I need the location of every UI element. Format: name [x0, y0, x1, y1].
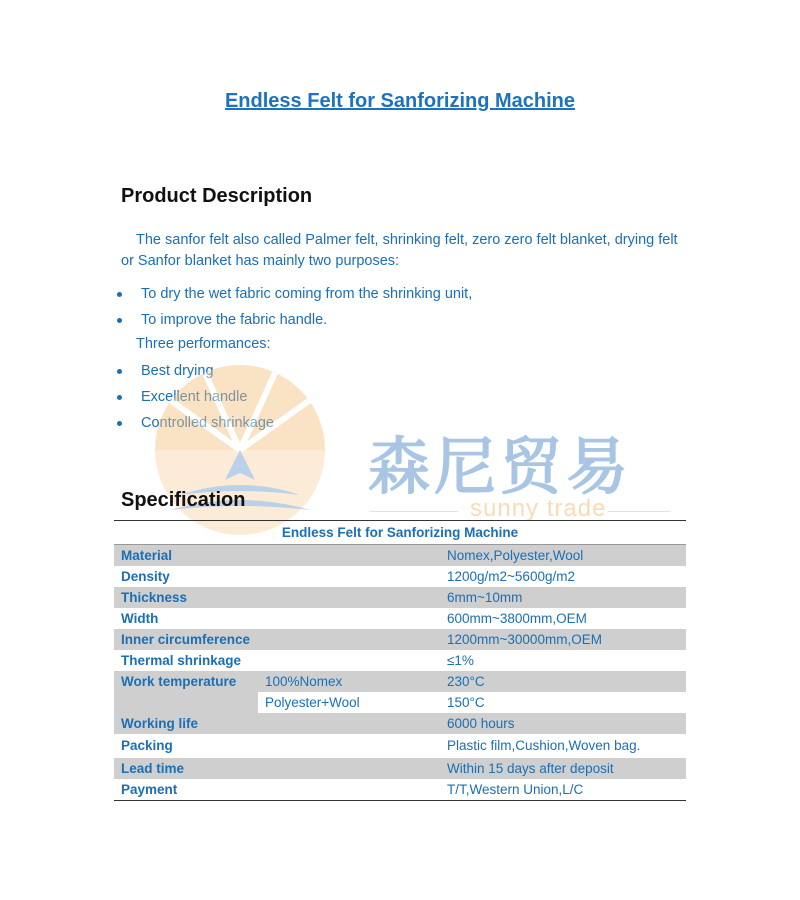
- document-title[interactable]: Endless Felt for Sanforizing Machine: [224, 90, 576, 112]
- performances-list: [115, 358, 274, 436]
- row-value: 1200mm~30000mm,OEM: [440, 629, 686, 650]
- list-item: Excellent handle: [115, 384, 274, 410]
- table-caption-row: [114, 521, 686, 545]
- row-value: 1200g/m2~5600g/m2: [447, 569, 575, 584]
- row-value: 230°C: [440, 671, 686, 692]
- list-item: To improve the fabric handle.: [115, 307, 472, 333]
- row-value: Nomex,Polyester,Wool: [440, 545, 686, 567]
- table-row: [114, 650, 686, 671]
- table-row: [114, 566, 686, 587]
- watermark-rule-right: [608, 511, 670, 512]
- table-row: [114, 692, 686, 713]
- row-value: 6mm~10mm: [440, 587, 686, 608]
- row-label: Thickness: [114, 587, 440, 608]
- table-row: [114, 758, 686, 779]
- row-label: [114, 692, 258, 713]
- row-label: Inner circumference: [114, 629, 440, 650]
- table-caption: Endless Felt for Sanforizing Machine: [114, 521, 686, 545]
- row-value: Within 15 days after deposit: [440, 758, 686, 779]
- table-row: [114, 713, 686, 734]
- row-value: ≤1%: [447, 653, 474, 668]
- row-sub-label: Polyester+Wool: [258, 692, 440, 713]
- watermark-chinese-text: 森尼贸易: [368, 430, 633, 503]
- row-label: Thermal shrinkage: [121, 653, 242, 668]
- row-value: 6000 hours: [440, 713, 686, 734]
- table-row: [114, 629, 686, 650]
- watermark-rule-left: [370, 511, 458, 512]
- table-row: [114, 734, 686, 758]
- bullet-icon: [117, 292, 122, 297]
- description-paragraph: The sanfor felt also called Palmer felt, shrinking felt, zero zero felt blanket, drying felt or Sanfor blanket has mainly two purposes:: [121, 232, 678, 269]
- list-item: Controlled shrinkage: [115, 410, 274, 436]
- list-item: To dry the wet fabric coming from the shrinking unit,: [115, 281, 472, 307]
- bullet-icon: [117, 421, 122, 426]
- row-value: 150°C: [440, 692, 686, 713]
- table-row: [114, 587, 686, 608]
- row-label: Packing: [121, 738, 173, 753]
- bullet-icon: [117, 318, 122, 323]
- specification-heading: Specification: [121, 489, 246, 511]
- row-sub-label: 100%Nomex: [258, 671, 440, 692]
- performances-label: Three performances:: [136, 336, 271, 352]
- watermark-english-text: sunny trade: [470, 495, 607, 522]
- row-label: Density: [121, 569, 170, 584]
- bullet-icon: [117, 369, 122, 374]
- bullet-icon: [117, 395, 122, 400]
- row-label: Work temperature: [114, 671, 258, 692]
- row-label: Working life: [114, 713, 440, 734]
- row-label: Width: [121, 611, 159, 626]
- table-row: [114, 545, 686, 567]
- row-value: T/T,Western Union,L/C: [440, 779, 686, 801]
- row-value: Plastic film,Cushion,Woven bag.: [447, 738, 641, 753]
- row-label: Material: [114, 545, 440, 567]
- list-item: Best drying: [115, 358, 274, 384]
- table-row: [114, 608, 686, 629]
- row-value: 600mm~3800mm,OEM: [447, 611, 587, 626]
- specification-table: [114, 520, 686, 801]
- table-row: [114, 779, 686, 801]
- purposes-list: [115, 281, 472, 333]
- table-row: [114, 671, 686, 692]
- row-label: Lead time: [114, 758, 440, 779]
- row-label: Payment: [114, 779, 440, 801]
- product-description-heading: Product Description: [121, 185, 313, 207]
